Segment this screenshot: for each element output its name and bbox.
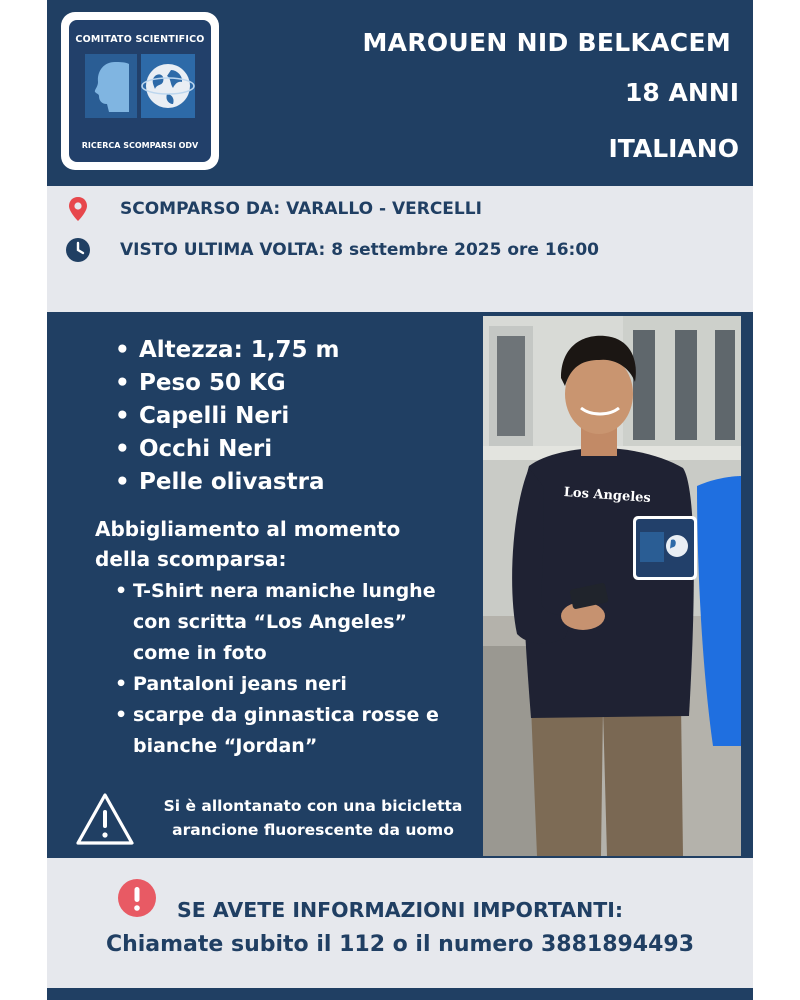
- person-photo: [483, 316, 741, 856]
- clothing-item: • scarpe da ginnastica rosse e bianche “Jordan”: [115, 700, 445, 762]
- location-pin-icon: [65, 196, 91, 222]
- physical-traits-list: [115, 334, 340, 499]
- bicycle-warning: [153, 794, 473, 842]
- description-panel: [47, 312, 753, 858]
- disappearance-info: [47, 186, 753, 312]
- warning-triangle-icon: [75, 792, 135, 846]
- clothing-item: • T-Shirt nera maniche lunghe con scritta “Los Angeles” come in foto: [115, 576, 445, 669]
- logo-bottom-text: RICERCA SCOMPARSI ODV: [81, 141, 199, 150]
- warning-line: arancione fluorescente da uomo: [172, 821, 454, 839]
- contact-heading: SE AVETE INFORMAZIONI IMPORTANTI:: [177, 898, 624, 922]
- footer-bar: [47, 988, 753, 1000]
- logo-top-text: COMITATO SCIENTIFICO: [75, 34, 205, 45]
- person-age: 18 ANNI: [625, 78, 739, 107]
- trait-item: • Peso 50 KG: [115, 367, 340, 400]
- last-seen-text: VISTO ULTIMA VOLTA: 8 settembre 2025 ore 16:00: [120, 240, 599, 260]
- missing-person-poster: [47, 0, 753, 1000]
- person-name: MAROUEN NID BELKACEM: [362, 28, 731, 57]
- trait-item: • Capelli Neri: [115, 400, 340, 433]
- shirt-text: Los Angeles: [563, 484, 652, 507]
- trait-item: • Pelle olivastra: [115, 466, 340, 499]
- missing-from-text: SCOMPARSO DA: VARALLO - VERCELLI: [120, 199, 482, 219]
- clothing-title: Abbigliamento al momento della scomparsa:: [95, 517, 401, 571]
- last-seen-row: [47, 233, 753, 267]
- organization-logo: [61, 12, 219, 170]
- trait-item: • Occhi Neri: [115, 433, 340, 466]
- person-nationality: ITALIANO: [608, 134, 739, 163]
- clock-icon: [65, 237, 91, 263]
- contact-footer: [47, 858, 753, 988]
- missing-from-row: [47, 192, 753, 226]
- clothing-list: [115, 576, 445, 762]
- clothing-item: • Pantaloni jeans neri: [115, 669, 445, 700]
- contact-phone-line: Chiamate subito il 112 o il numero 3881894493: [105, 932, 695, 957]
- info-circle-icon: [117, 878, 157, 918]
- photo-illustration: [483, 316, 741, 856]
- trait-item: • Altezza: 1,75 m: [115, 334, 340, 367]
- poster-header: [47, 0, 753, 186]
- logo-face-globe-icon: [85, 54, 195, 118]
- warning-line: Si è allontanato con una bicicletta: [163, 797, 463, 815]
